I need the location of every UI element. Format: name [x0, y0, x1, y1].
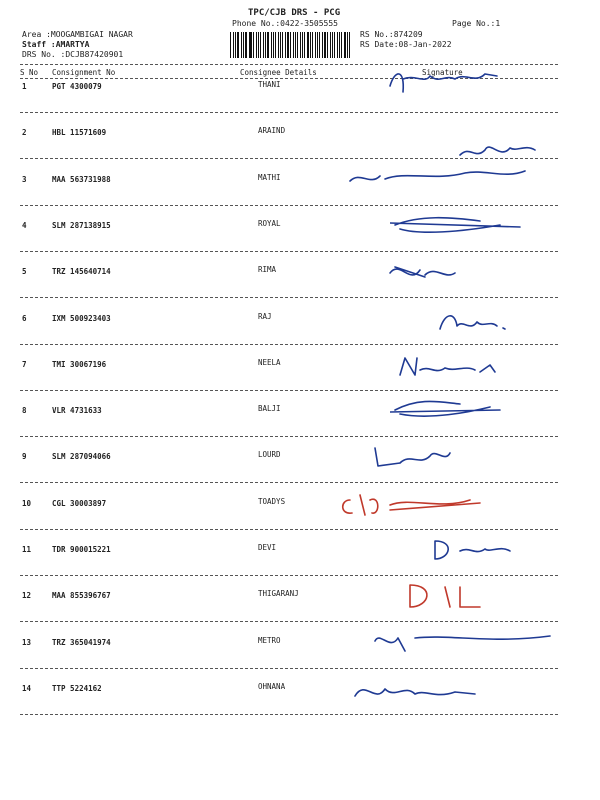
barcode-bar: [341, 32, 342, 58]
row-sno: 11: [22, 545, 32, 554]
barcode-bar: [317, 32, 318, 58]
barcode-bar: [243, 32, 244, 58]
consignee-name: NEELA: [258, 357, 281, 367]
consignee-name: THIGARANJ: [258, 589, 299, 599]
barcode-bar: [267, 32, 269, 58]
consignment-number: CGL 30003897: [52, 498, 107, 508]
staff-label: Staff :AMARTYA: [22, 40, 90, 49]
row-sno: 6: [22, 313, 27, 323]
barcode-bar: [315, 32, 316, 58]
barcode-bar: [230, 32, 231, 58]
barcode-bar: [273, 32, 274, 58]
signature-scribble: [390, 392, 550, 428]
barcode-bar: [349, 32, 350, 58]
row-separator: [20, 344, 558, 345]
barcode-bar: [241, 32, 242, 58]
signature-scribble: [370, 438, 490, 474]
barcode-bar: [324, 32, 326, 58]
signature-scribble: [390, 207, 560, 243]
barcode-bar: [295, 32, 296, 58]
barcode-bar: [293, 32, 294, 58]
barcode-bar: [337, 32, 338, 58]
row-sno: 3: [22, 174, 27, 184]
barcode-bar: [249, 32, 250, 58]
rs-date: RS Date:08-Jan-2022: [360, 40, 452, 49]
row-sno: 1: [22, 82, 27, 91]
drs-number: DRS No. :DCJB87420901: [22, 50, 124, 59]
area-label: Area :MOOGAMBIGAI NAGAR: [22, 30, 133, 39]
row-separator: [20, 436, 558, 437]
barcode-bar: [297, 32, 298, 58]
row-separator: [20, 621, 558, 622]
consignee-name: DEVI: [258, 543, 277, 552]
barcode-bar: [265, 32, 266, 58]
signature-scribble: [385, 255, 485, 291]
barcode-bar: [319, 32, 320, 58]
row-sno: 5: [22, 267, 27, 277]
consignment-number: SLM 287094066: [52, 452, 111, 462]
consignee-name: OHNANA: [258, 681, 286, 691]
consignment-number: TMI 30067196: [52, 359, 107, 369]
barcode-bar: [334, 32, 335, 58]
row-sno: 7: [22, 359, 27, 369]
row-sno: 10: [22, 498, 32, 508]
barcode-bar: [344, 32, 346, 58]
barcode-bar: [263, 32, 264, 58]
consignment-number: MAA 563731988: [52, 174, 111, 184]
consignment-number: HBL 11571609: [52, 128, 107, 138]
row-separator: [20, 529, 558, 530]
barcode-bar: [253, 32, 254, 58]
signature-scribble: [345, 674, 545, 714]
barcode-bar: [237, 32, 239, 58]
consignee-name: TOADYS: [258, 496, 286, 506]
row-separator: [20, 251, 558, 252]
barcode-bar: [278, 32, 279, 58]
row-separator: [20, 714, 558, 715]
consignment-number: TRZ 365041974: [52, 637, 111, 647]
barcode-bar: [256, 32, 257, 58]
row-separator: [20, 205, 558, 206]
barcode-bar: [282, 32, 283, 58]
barcode-bar: [312, 32, 313, 58]
consignment-number: SLM 287138915: [52, 220, 111, 230]
consignee-name: BALJI: [258, 404, 281, 414]
barcode-bar: [280, 32, 281, 58]
consignment-number: MAA 855396767: [52, 591, 111, 601]
column-header-signature: Signature: [422, 68, 463, 77]
signature-scribble: [430, 531, 560, 567]
barcode-bar: [300, 32, 301, 58]
page-number: Page No.:1: [452, 19, 501, 28]
row-separator: [20, 390, 558, 391]
consignment-number: TTP 5224162: [52, 683, 102, 693]
barcode-bar: [327, 32, 328, 58]
row-separator: [20, 158, 558, 159]
barcode-bar: [250, 32, 252, 58]
barcode-bar: [275, 32, 276, 58]
barcode-bar: [304, 32, 305, 58]
consignee-name: RIMA: [258, 265, 277, 275]
barcode-bar: [245, 32, 246, 58]
barcode-bar: [347, 32, 348, 58]
sheet-title: TPC/CJB DRS - PCG: [248, 8, 341, 18]
row-sno: 9: [22, 452, 27, 462]
barcode-bar: [307, 32, 309, 58]
barcode-bar: [302, 32, 303, 58]
row-separator: [20, 112, 558, 113]
barcode-bar: [290, 32, 291, 58]
consignment-number: PGT 4300079: [52, 82, 102, 91]
barcode-bar: [330, 32, 331, 58]
consignee-name: ARAIND: [258, 126, 286, 136]
barcode-bar: [258, 32, 259, 58]
consignment-number: TDR 900015221: [52, 545, 111, 554]
row-separator: [20, 482, 558, 483]
barcode-bar: [233, 32, 234, 58]
consignee-name: LOURD: [258, 450, 281, 460]
barcode-bar: [260, 32, 261, 58]
phone-number: Phone No.:0422-3505555: [232, 19, 338, 28]
column-header-sno: S No: [20, 68, 39, 77]
column-header-consignment: Consignment No: [52, 68, 116, 77]
row-sno: 12: [22, 591, 32, 601]
barcode-bar: [271, 32, 272, 58]
barcode-bar: [310, 32, 311, 58]
barcode-bar: [339, 32, 340, 58]
row-sno: 8: [22, 406, 27, 416]
barcode-bar: [287, 32, 289, 58]
row-separator: [20, 297, 558, 298]
rs-number: RS No.:874209: [360, 30, 423, 39]
row-separator: [20, 575, 558, 576]
consignee-name: MATHI: [258, 172, 281, 182]
consignment-number: IXM 500923403: [52, 313, 111, 323]
row-separator: [20, 668, 558, 669]
consignment-number: TRZ 145640714: [52, 267, 111, 277]
row-sno: 2: [22, 128, 27, 138]
consignment-number: VLR 4731633: [52, 406, 102, 416]
row-sno: 4: [22, 220, 27, 230]
column-header-consignee: Consignee Details: [240, 68, 317, 77]
consignee-name: ROYAL: [258, 218, 281, 228]
row-sno: 13: [22, 637, 32, 647]
row-sno: 14: [22, 683, 32, 693]
barcode-bar: [285, 32, 286, 58]
consignee-name: METRO: [258, 635, 281, 645]
barcode-bar: [332, 32, 333, 58]
barcode-icon: [230, 32, 352, 58]
consignee-name: THANI: [258, 80, 281, 89]
barcode-bar: [322, 32, 323, 58]
consignee-name: RAJ: [258, 311, 272, 321]
barcode-bar: [235, 32, 236, 58]
